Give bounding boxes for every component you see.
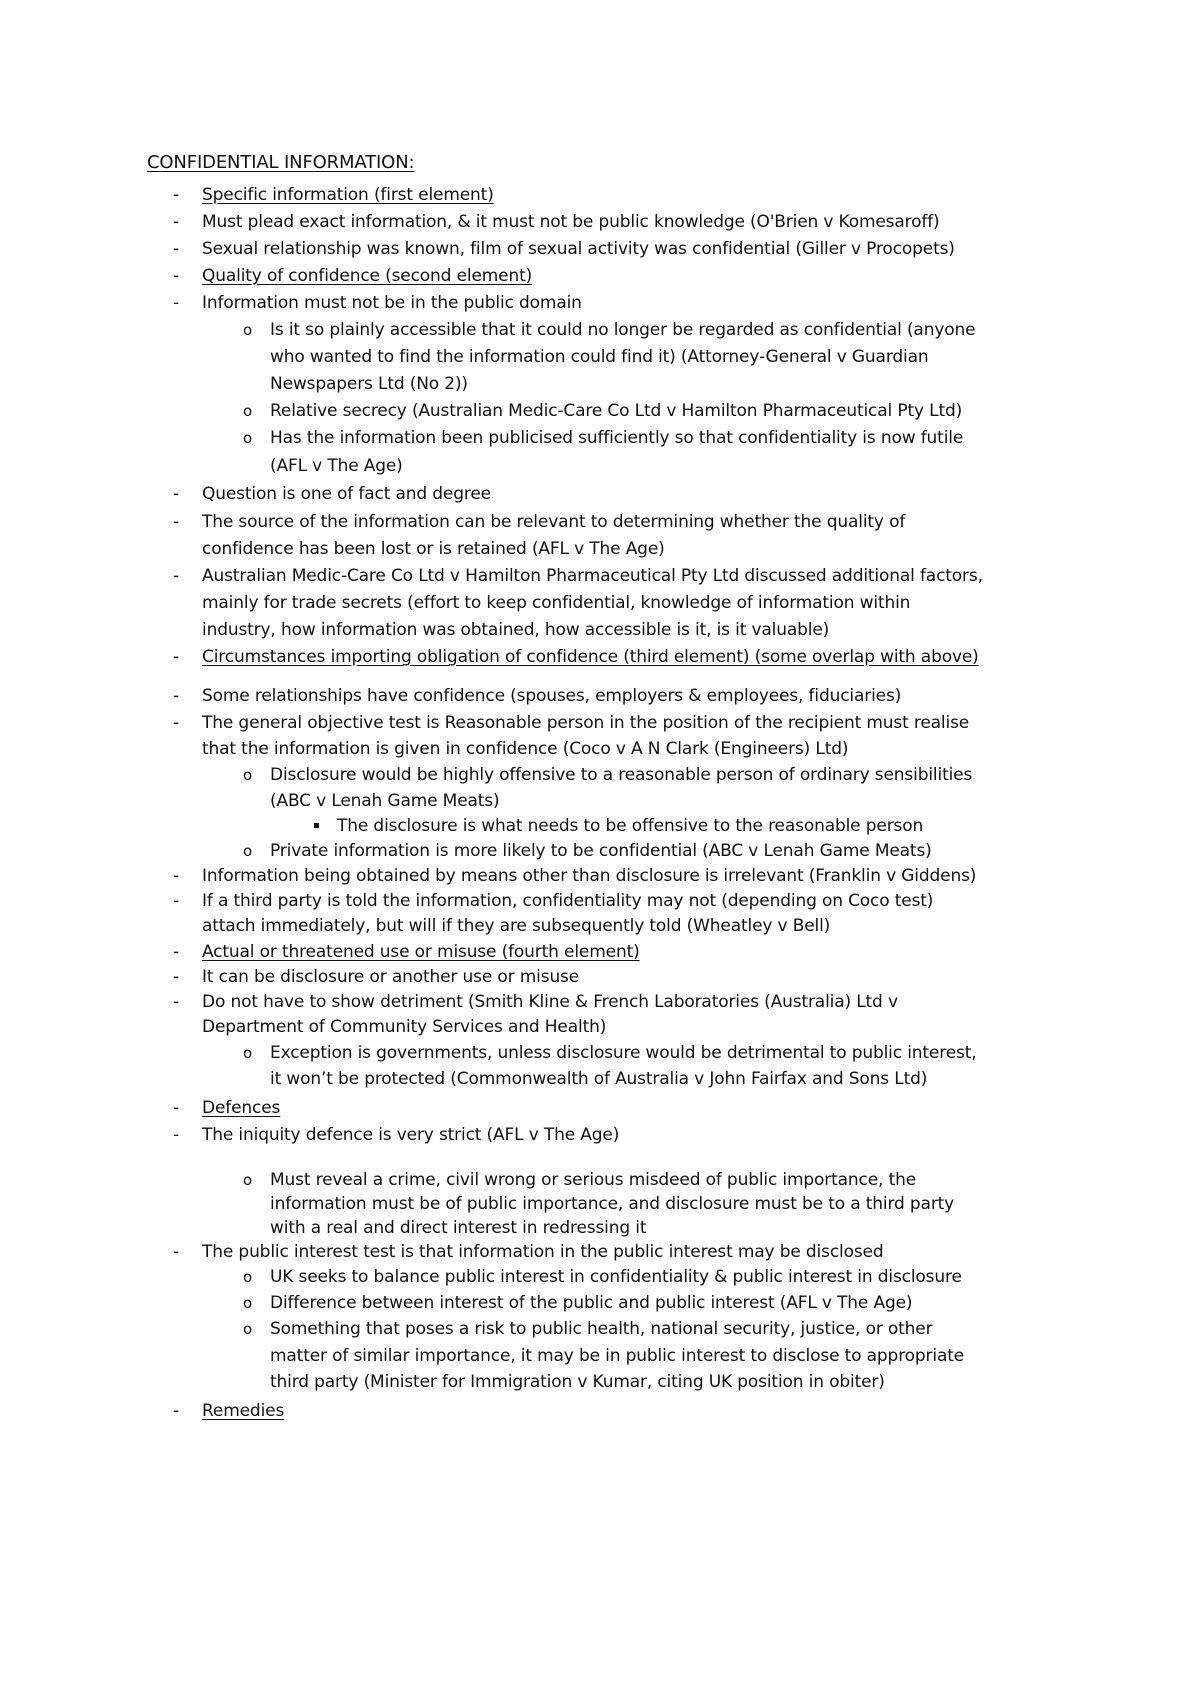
section-heading: Remedies xyxy=(202,1401,285,1421)
list-item-text: Is it so plainly accessible that it could no longer be regarded as confidential (anyone xyxy=(270,320,976,340)
section-heading: Specific information (first element) xyxy=(202,185,494,205)
list-item-text: Private information is more likely to be confidential (ABC v Lenah Game Meats) xyxy=(270,841,932,861)
dash-bullet-icon: - xyxy=(173,1098,179,1118)
dash-bullet-icon: - xyxy=(173,266,179,286)
list-item-text: The disclosure is what needs to be offensive to the reasonable person xyxy=(337,816,924,836)
circle-bullet-icon: o xyxy=(243,402,253,420)
circle-bullet-icon: o xyxy=(243,842,253,860)
list-item-text: third party (Minister for Immigration v Kumar, citing UK position in obiter) xyxy=(270,1372,885,1392)
dash-bullet-icon: - xyxy=(173,891,179,911)
list-item-text: who wanted to find the information could find it) (Attorney-General v Guardian xyxy=(270,347,929,367)
list-item-text: Difference between interest of the public and public interest (AFL v The Age) xyxy=(270,1293,913,1313)
list-item-text: Question is one of fact and degree xyxy=(202,484,491,504)
list-item-text: (ABC v Lenah Game Meats) xyxy=(270,791,500,811)
list-item-text: The public interest test is that information in the public interest may be disclosed xyxy=(202,1242,884,1262)
list-item-text: Do not have to show detriment (Smith Kline & French Laboratories (Australia) Ltd v xyxy=(202,992,898,1012)
square-bullet-icon xyxy=(314,823,319,828)
list-item-text: Exception is governments, unless disclosure would be detrimental to public interest, xyxy=(270,1043,977,1063)
list-item-text: with a real and direct interest in redressing it xyxy=(270,1218,647,1238)
dash-bullet-icon: - xyxy=(173,1242,179,1262)
circle-bullet-icon: o xyxy=(243,1171,253,1189)
section-heading: Defences xyxy=(202,1098,281,1118)
dash-bullet-icon: - xyxy=(173,1401,179,1421)
page-title: CONFIDENTIAL INFORMATION: xyxy=(147,152,415,173)
list-item-text: The general objective test is Reasonable person in the position of the recipient must realise xyxy=(202,713,970,733)
list-item-text: attach immediately, but will if they are subsequently told (Wheatley v Bell) xyxy=(202,916,831,936)
list-item-text: that the information is given in confidence (Coco v A N Clark (Engineers) Ltd) xyxy=(202,739,849,759)
list-item-text: information must be of public importance, and disclosure must be to a third party xyxy=(270,1194,955,1214)
section-heading: Quality of confidence (second element) xyxy=(202,266,533,286)
dash-bullet-icon: - xyxy=(173,1125,179,1145)
list-item-text: Information being obtained by means other than disclosure is irrelevant (Franklin v Giddens) xyxy=(202,866,977,886)
dash-bullet-icon: - xyxy=(173,293,179,313)
list-item-text: matter of similar importance, it may be in public interest to disclose to appropriate xyxy=(270,1346,965,1366)
dash-bullet-icon: - xyxy=(173,512,179,532)
list-item-text: (AFL v The Age) xyxy=(270,456,403,476)
list-item-text: Department of Community Services and Health) xyxy=(202,1017,607,1037)
list-item-text: Some relationships have confidence (spouses, employers & employees, fiduciaries) xyxy=(202,686,902,706)
circle-bullet-icon: o xyxy=(243,1320,253,1338)
dash-bullet-icon: - xyxy=(173,713,179,733)
list-item-text: Sexual relationship was known, film of sexual activity was confidential (Giller v Procopets) xyxy=(202,239,955,259)
dash-bullet-icon: - xyxy=(173,686,179,706)
section-heading: Circumstances importing obligation of confidence (third element) (some overlap with above) xyxy=(202,647,979,667)
list-item-text: Something that poses a risk to public health, national security, justice, or other xyxy=(270,1319,933,1339)
list-item-text: Must reveal a crime, civil wrong or serious misdeed of public importance, the xyxy=(270,1170,917,1190)
dash-bullet-icon: - xyxy=(173,239,179,259)
list-item-text: confidence has been lost or is retained (AFL v The Age) xyxy=(202,539,665,559)
list-item-text: If a third party is told the information, confidentiality may not (depending on Coco test) xyxy=(202,891,934,911)
list-item-text: Has the information been publicised sufficiently so that confidentiality is now futile xyxy=(270,428,964,448)
list-item-text: Australian Medic-Care Co Ltd v Hamilton Pharmaceutical Pty Ltd discussed additional factors, xyxy=(202,566,983,586)
circle-bullet-icon: o xyxy=(243,321,253,339)
dash-bullet-icon: - xyxy=(173,942,179,962)
list-item-text: Must plead exact information, & it must not be public knowledge (O'Brien v Komesaroff) xyxy=(202,212,940,232)
circle-bullet-icon: o xyxy=(243,429,253,447)
section-heading: Actual or threatened use or misuse (fourth element) xyxy=(202,942,640,962)
list-item-text: The iniquity defence is very strict (AFL v The Age) xyxy=(202,1125,620,1145)
list-item-text: UK seeks to balance public interest in confidentiality & public interest in disclosure xyxy=(270,1267,962,1287)
dash-bullet-icon: - xyxy=(173,212,179,232)
dash-bullet-icon: - xyxy=(173,992,179,1012)
list-item-text: It can be disclosure or another use or misuse xyxy=(202,967,580,987)
circle-bullet-icon: o xyxy=(243,766,253,784)
dash-bullet-icon: - xyxy=(173,647,179,667)
list-item-text: mainly for trade secrets (effort to keep confidential, knowledge of information within xyxy=(202,593,911,613)
list-item-text: industry, how information was obtained, how accessible is it, is it valuable) xyxy=(202,620,830,640)
dash-bullet-icon: - xyxy=(173,566,179,586)
dash-bullet-icon: - xyxy=(173,866,179,886)
dash-bullet-icon: - xyxy=(173,185,179,205)
circle-bullet-icon: o xyxy=(243,1044,253,1062)
list-item-text: The source of the information can be relevant to determining whether the quality of xyxy=(202,512,906,532)
list-item-text: Information must not be in the public domain xyxy=(202,293,582,313)
list-item-text: Relative secrecy (Australian Medic-Care Co Ltd v Hamilton Pharmaceutical Pty Ltd) xyxy=(270,401,963,421)
list-item-text: it won’t be protected (Commonwealth of Australia v John Fairfax and Sons Ltd) xyxy=(270,1069,928,1089)
dash-bullet-icon: - xyxy=(173,967,179,987)
circle-bullet-icon: o xyxy=(243,1268,253,1286)
circle-bullet-icon: o xyxy=(243,1294,253,1312)
list-item-text: Newspapers Ltd (No 2)) xyxy=(270,374,468,394)
list-item-text: Disclosure would be highly offensive to a reasonable person of ordinary sensibilities xyxy=(270,765,973,785)
dash-bullet-icon: - xyxy=(173,484,179,504)
